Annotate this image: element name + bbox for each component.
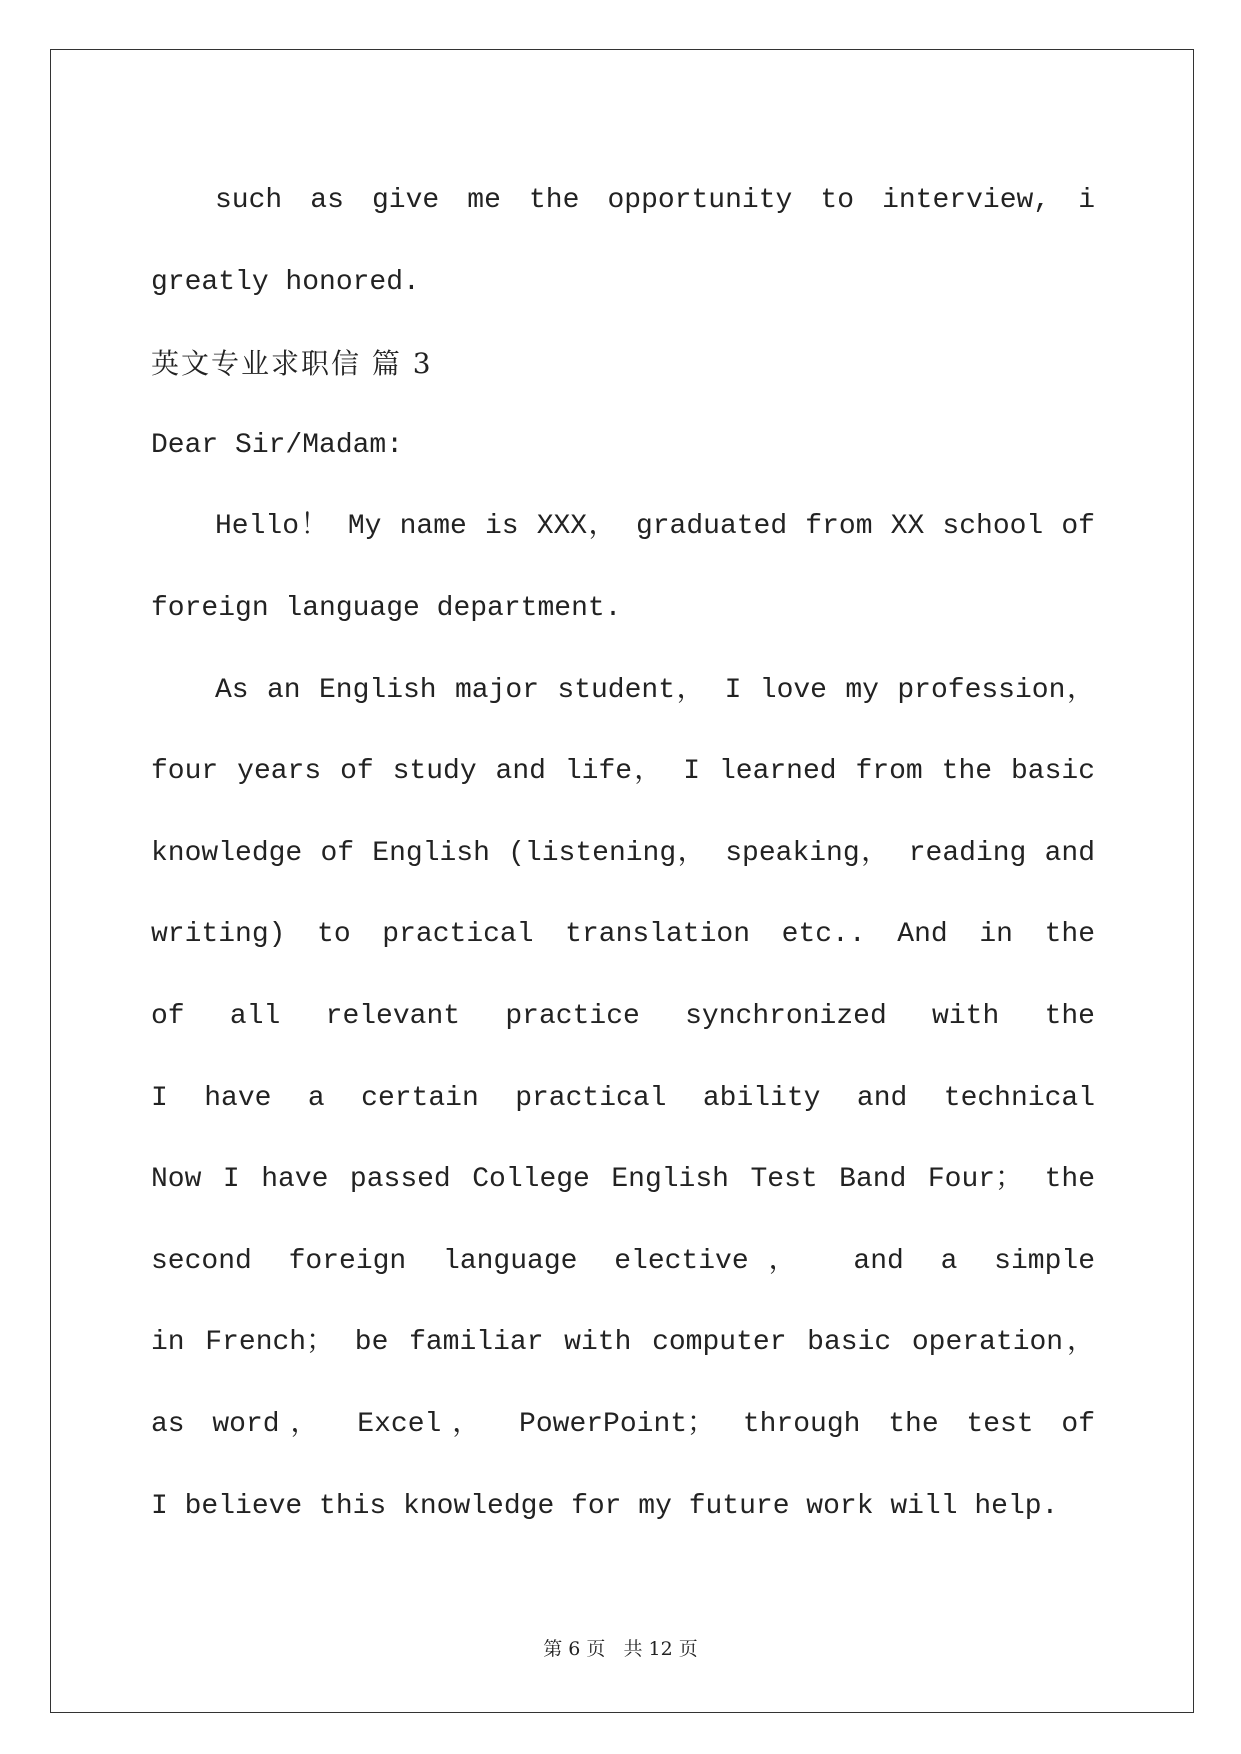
body-line: As an English major student， I love my profession， xyxy=(215,674,1095,706)
section-heading: 英文专业求职信 篇 3 xyxy=(151,347,433,381)
page-number: 第 6 页 xyxy=(543,1638,606,1660)
page-footer xyxy=(0,1634,1241,1661)
body-line: I have a certain practical ability and technical xyxy=(151,1082,1095,1114)
body-line: in French； be familiar with computer basic operation， xyxy=(151,1327,1095,1359)
body-line: writing) to practical translation etc.. And in the xyxy=(151,919,1095,951)
body-line: as word， Excel， PowerPoint； through the test of xyxy=(151,1408,1095,1440)
body-line: knowledge of English (listening， speaking， reading and xyxy=(151,837,1095,869)
body-line: four years of study and life， I learned from the basic xyxy=(151,756,1095,788)
body-line: of all relevant practice synchronized with the xyxy=(151,1000,1095,1032)
body-line: I believe this knowledge for my future work will help. xyxy=(151,1490,1059,1522)
page-total: 共 12 页 xyxy=(623,1638,698,1660)
body-line: second foreign language elective， and a simple xyxy=(151,1245,1095,1277)
body-line: Hello！ My name is XXX， graduated from XX school of xyxy=(215,511,1095,543)
body-line: foreign language department. xyxy=(151,592,622,624)
salutation: Dear Sir/Madam: xyxy=(151,429,404,461)
body-line: such as give me the opportunity to interview, i xyxy=(215,185,1095,216)
body-line: greatly honored. xyxy=(151,266,420,298)
document-body xyxy=(151,160,1095,1547)
body-line: Now I have passed College English Test Band Four； the xyxy=(151,1164,1095,1196)
